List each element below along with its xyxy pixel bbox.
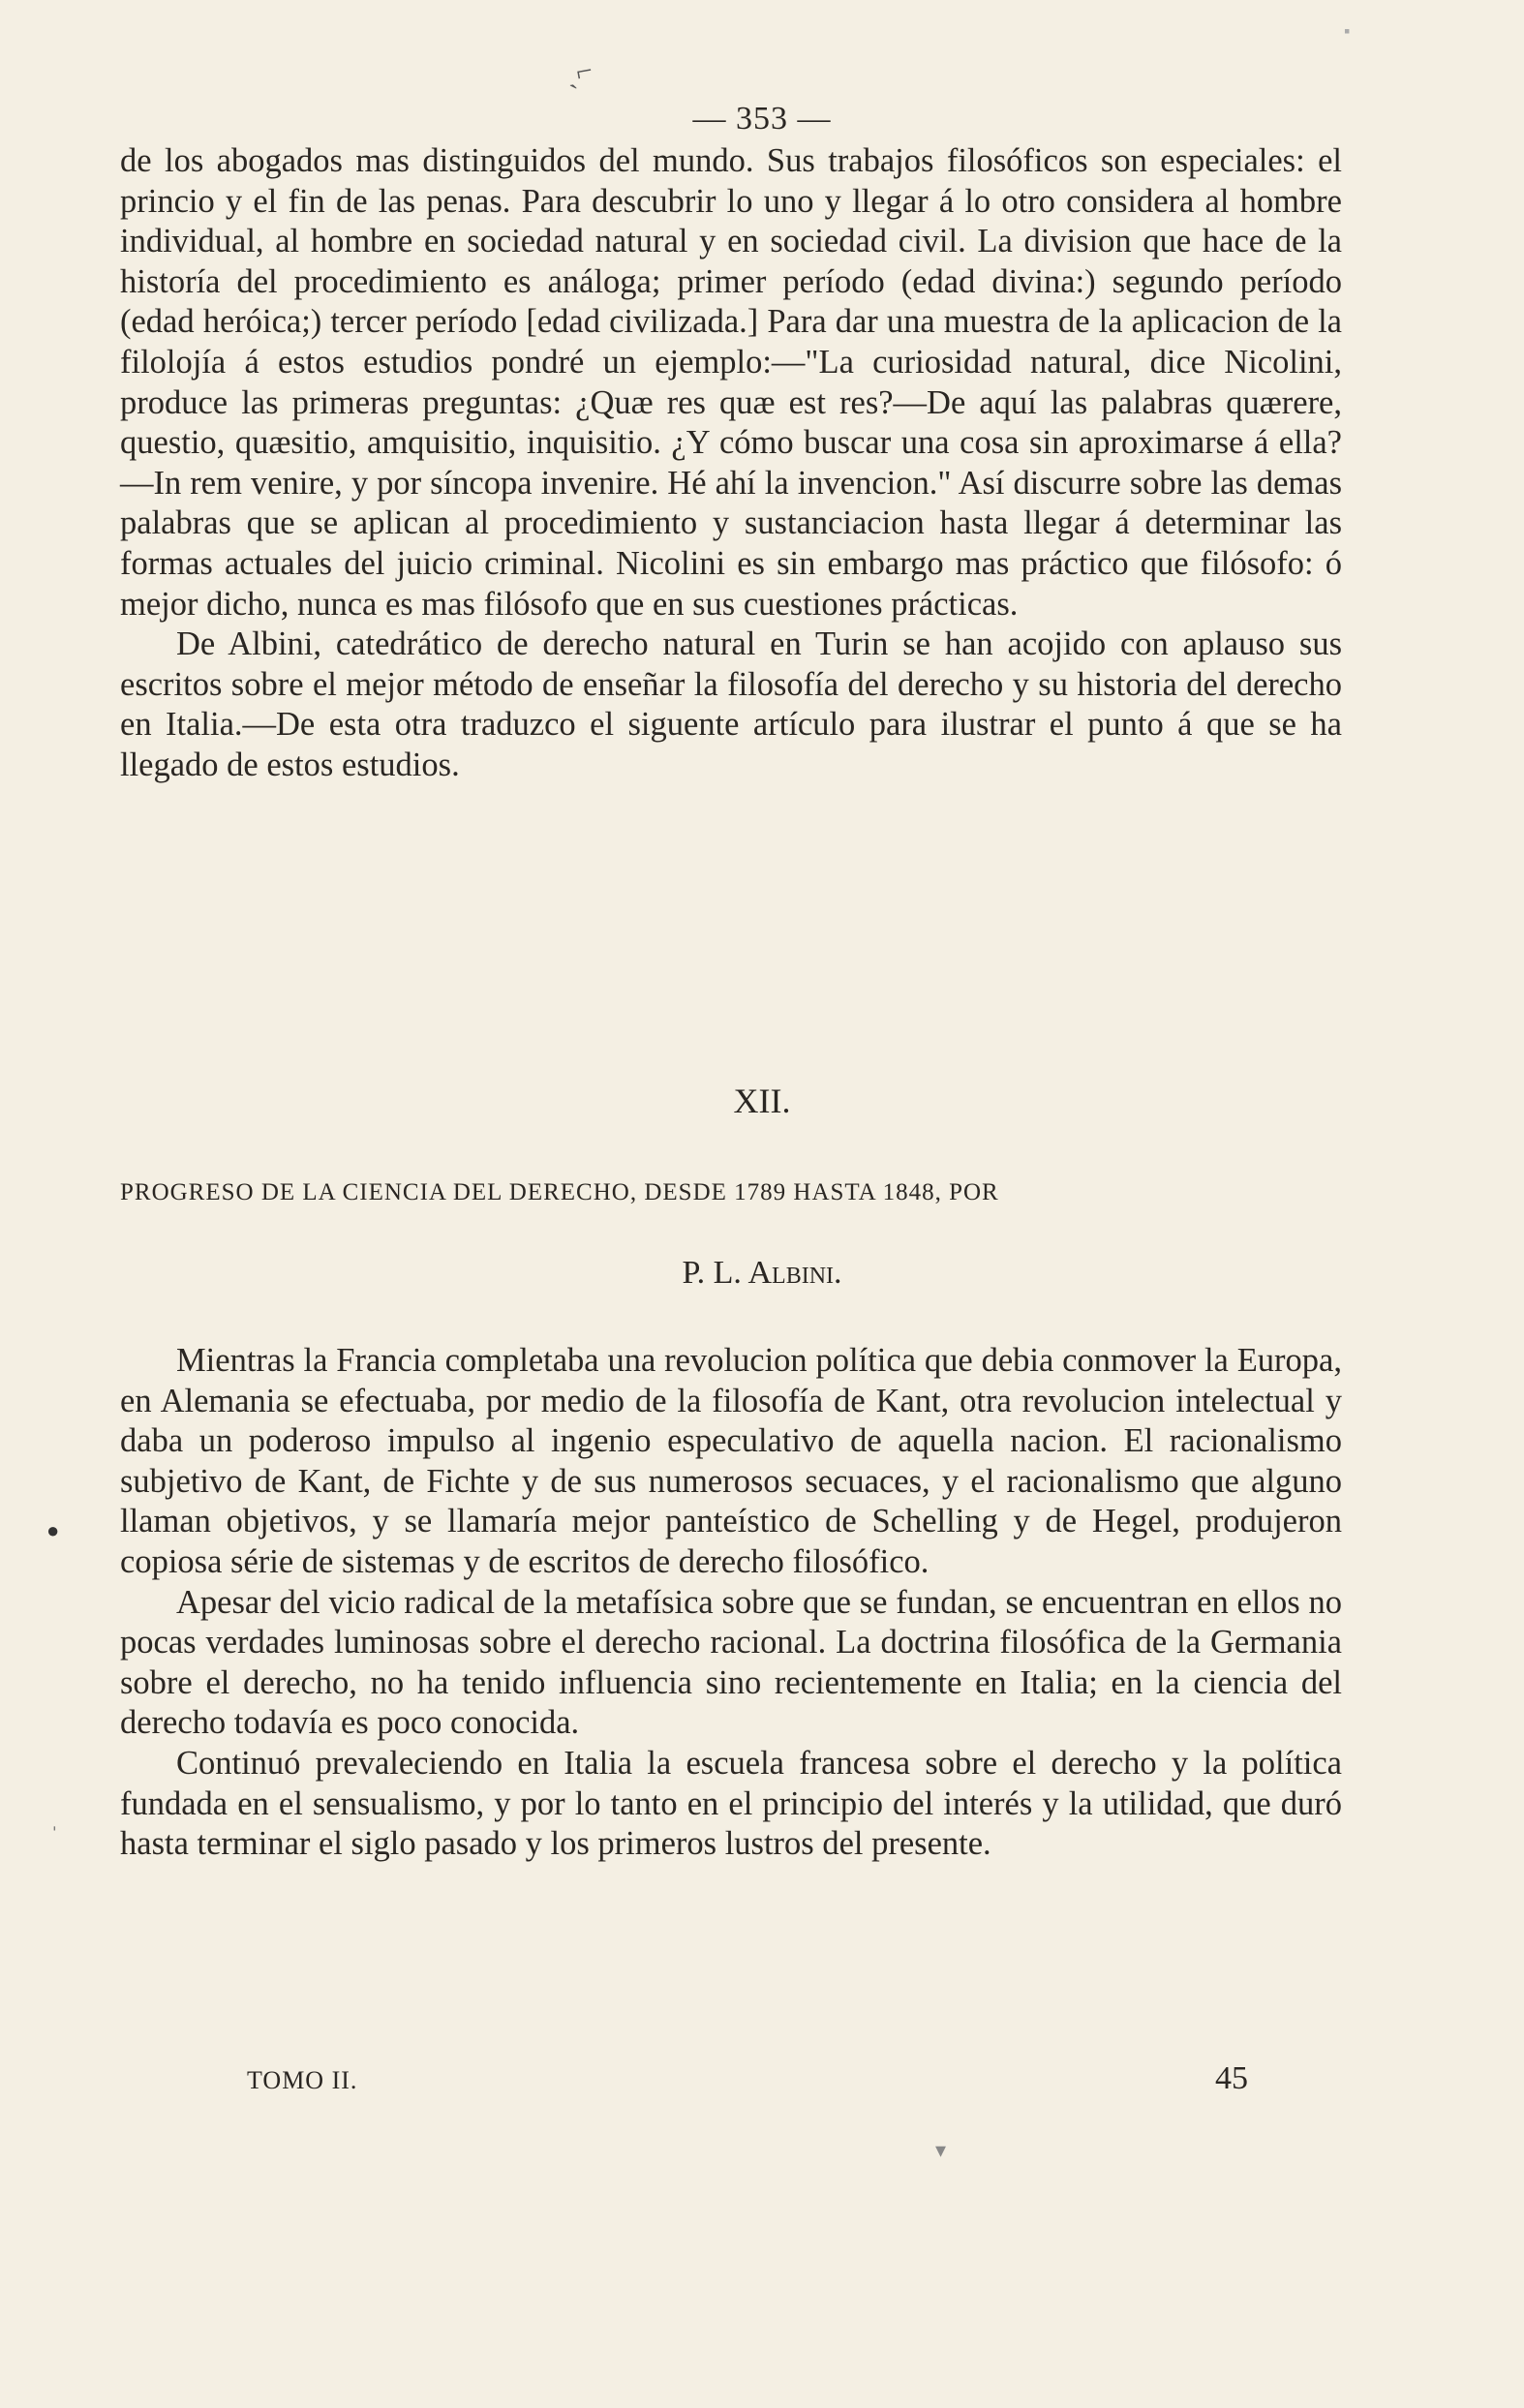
paragraph: Mientras la Francia completaba una revolucion política que debia conmover la Europa, en Alemania se efectuaba, por medio de la filosofía de Kant, otra revolucion intelectual y daba un poderoso impulso al ingenio especulativo de aquella nacion. El racionalismo subjetivo de Kant, de Fichte y de sus numerosos secuaces, y el racionalismo que alguno llaman objetivos, y se llamaría mejor panteístico de Schelling y de Hegel, produjeron copiosa série de sistemas y de escritos de derecho filosófico. <box>120 1342 1342 1580</box>
author-name: P. L. Albini. <box>682 1255 842 1291</box>
ink-speck-bottom: ▾ <box>935 2138 947 2162</box>
margin-tick: ˌ <box>50 1803 59 1831</box>
paragraph: De Albini, catedrático de derecho natural en Turin se han acojido con aplauso sus escritos sobre el mejor método de enseñar la filosofía del derecho y su historia del derecho en Italia.—De esta otra traduzco el siguente artículo para ilustrar el punto á que se ha llegado de estos estudios. <box>120 625 1342 783</box>
body-text-top <box>120 141 1342 786</box>
paragraph: de los abogados mas distinguidos del mundo. Sus trabajos filosóficos son especiales: el princio y el fin de las penas. Para descubrir lo uno y llegar á lo otro considera al hombre individual, al hombre en sociedad natural y en sociedad civil. La division que hace de la historía del procedimiento es análoga; primer período (edad divina:) segundo período (edad heróica;) tercer período [edad civilizada.] Para dar una muestra de la aplicacion de la filolojía á estos estudios pondré un ejemplo:—"La curiosidad natural, dice Nicolini, produce las primeras preguntas: ¿Quæ res quæ est res?—De aquí las palabras quærere, questio, quæsitio, amquisitio, inquisitio. ¿Y cómo buscar una cosa sin aproximarse á ella?—In rem venire, y por síncopa invenire. Hé ahí la invencion." Así discurre sobre las demas palabras que se aplican al procedimiento y sustanciacion hasta llegar á determinar las formas actuales del juicio criminal. Nicolini es sin embargo mas práctico que filósofo: ó mejor dicho, nunca es mas filósofo que en sus cuestiones prácticas. <box>120 142 1342 623</box>
paragraph: Continuó prevaleciendo en Italia la escuela francesa sobre el derecho y la política fundada en el sensualismo, y por lo tanto en el principio del interés y la utilidad, que duró hasta terminar el siglo pasado y los primeros lustros del presente. <box>120 1744 1342 1863</box>
body-text-bottom <box>120 1341 1342 1865</box>
volume-footer: TOMO II. <box>247 2066 358 2094</box>
paragraph: Apesar del vicio radical de la metafísica sobre que se fundan, se encuentran en ellos no pocas verdades luminosas sobre el derecho racional. La doctrina filosófica de la Germania sobre el derecho, no ha tenido influencia sino recientemente en Italia; en la ciencia del derecho todavía es poco conocida. <box>120 1583 1342 1742</box>
margin-dot: ● <box>46 1518 60 1542</box>
section-number: XII. <box>733 1082 791 1120</box>
page-number: — 353 — <box>692 101 832 137</box>
section-heading: PROGRESO DE LA CIENCIA DEL DERECHO, DESDE 1789 HASTA 1848, POR <box>120 1179 999 1205</box>
ink-speck: ▪ <box>1344 21 1351 41</box>
ink-mark-top: ˎ⌐ <box>564 53 595 91</box>
signature-number: 45 <box>1215 2060 1248 2096</box>
